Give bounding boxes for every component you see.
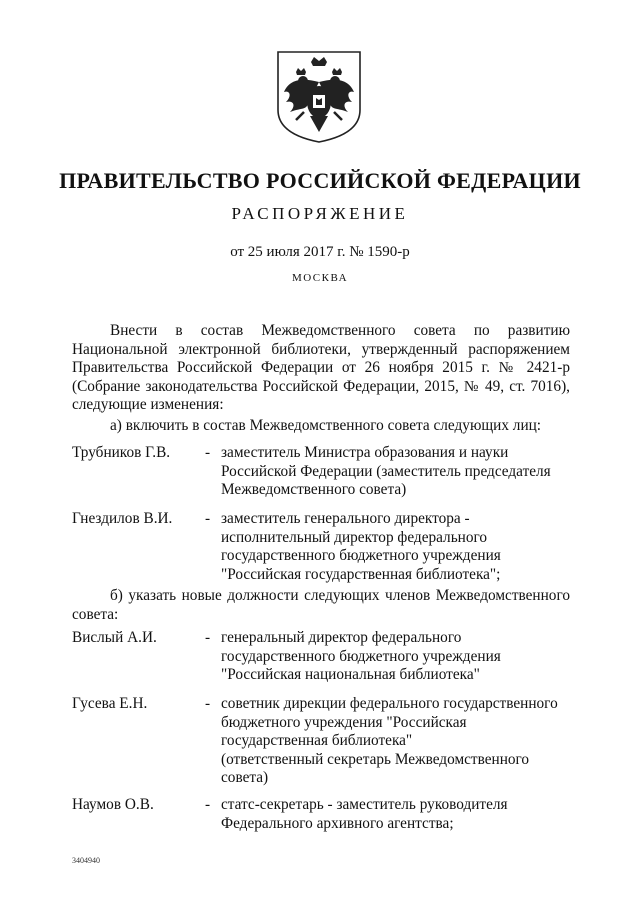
dash: - [205, 796, 211, 813]
intro-line: Внести в состав Межведомственного совета по развитию [110, 322, 570, 339]
person-name: Вислый А.И. [72, 629, 157, 646]
intro-line: Правительства Российской Федерации от 26 ноября 2015 г. № 2421-р [72, 359, 570, 376]
person-position: генеральный директор федерального государственного бюджетного учреждения "Российская национальная библиотека" [221, 629, 501, 683]
intro-line: следующие изменения: [72, 396, 224, 413]
intro-line: Национальной электронной библиотеки, утвержденный распоряжением [72, 340, 570, 358]
section-b-heading-line: б) указать новые должности следующих членов Межведомственного [110, 587, 570, 604]
person-position: заместитель генерального директора - исполнительный директор федерального государственного бюджетного учреждения "Российская государственная библиотека"; [221, 510, 501, 583]
dash: - [205, 695, 211, 712]
intro-paragraph [72, 322, 570, 415]
person-name: Гусева Е.Н. [72, 695, 148, 712]
dash: - [205, 510, 211, 527]
section-b-heading [72, 587, 570, 624]
russian-coat-of-arms-icon [274, 48, 364, 144]
person-name: Наумов О.В. [72, 796, 154, 813]
intro-line: (Собрание законодательства Российской Федерации, 2015, № 49, ст. 7016), [72, 377, 570, 395]
document-code: 3404940 [72, 856, 100, 865]
person-name: Гнездилов В.И. [72, 510, 173, 527]
government-title: ПРАВИТЕЛЬСТВО РОССИЙСКОЙ ФЕДЕРАЦИИ [59, 168, 581, 193]
dash: - [205, 629, 211, 646]
dash: - [205, 444, 211, 461]
person-position: заместитель Министра образования и науки Российской Федерации (заместитель председателя Межведомственного совета) [221, 444, 551, 498]
date-and-number: от 25 июля 2017 г. № 1590-р [230, 244, 410, 260]
section-b-heading-line: совета: [72, 605, 119, 623]
person-position: статс-секретарь - заместитель руководителя Федерального архивного агентства; [221, 796, 508, 832]
person-position: советник дирекции федерального государственного бюджетного учреждения "Российская государственная библиотека" (ответственный секретарь Межведомственного совета) [221, 695, 558, 786]
city: МОСКВА [291, 272, 349, 284]
section-a-heading: а) включить в состав Межведомственного совета следующих лиц: [110, 417, 542, 434]
person-name: Трубников Г.В. [72, 444, 171, 461]
document-type: РАСПОРЯЖЕНИЕ [231, 204, 409, 223]
